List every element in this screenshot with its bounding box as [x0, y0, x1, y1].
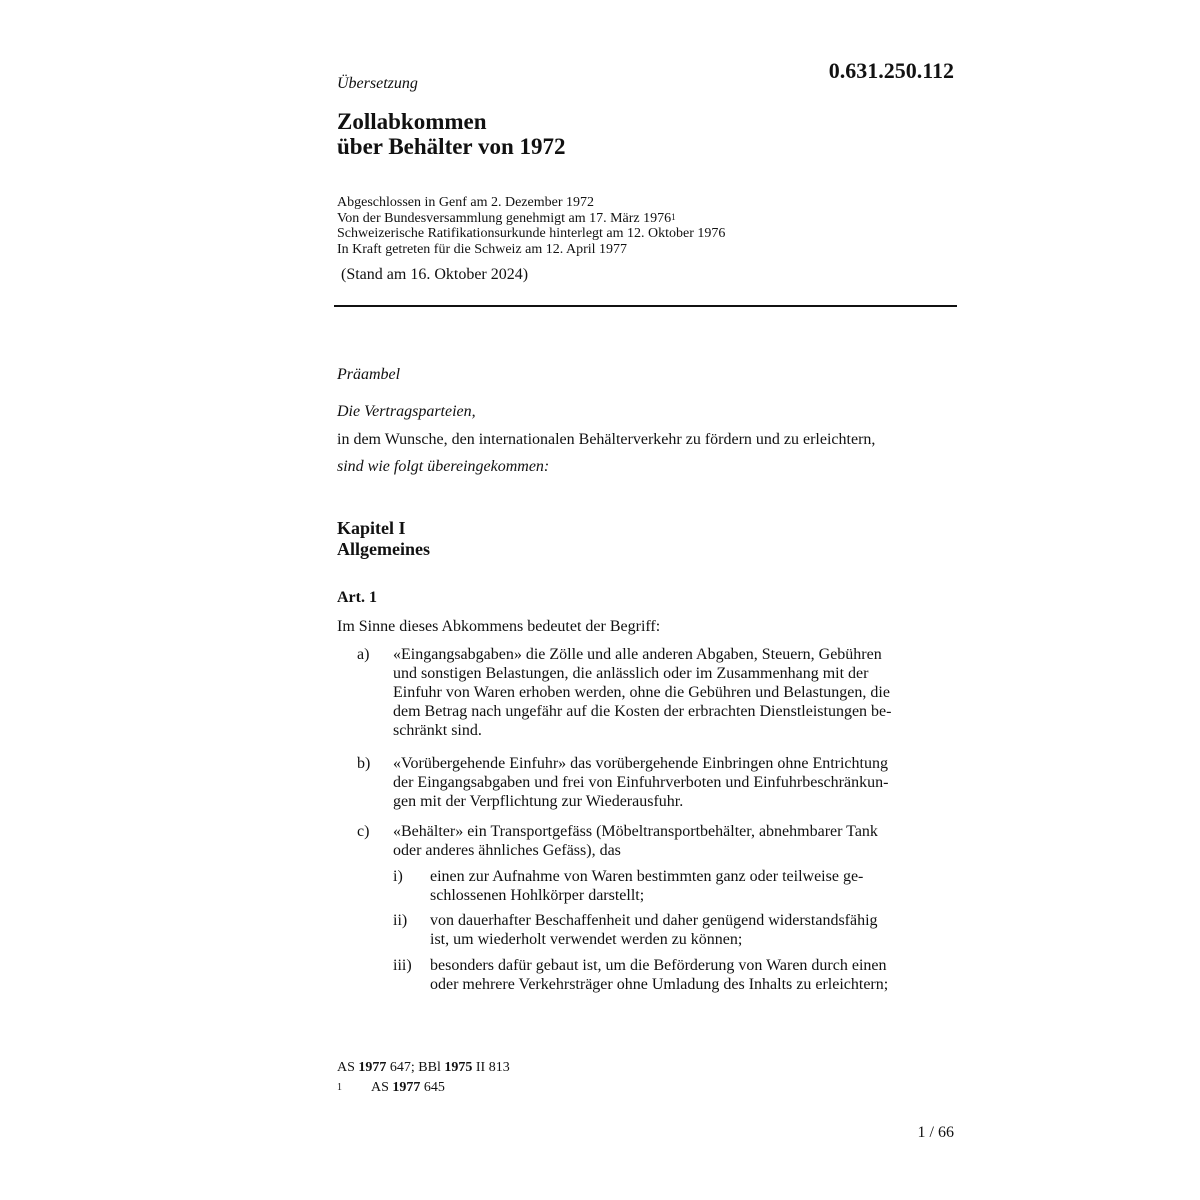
footnote-ref[interactable]: 1	[671, 211, 676, 222]
definition-item-c	[357, 822, 954, 860]
subitem-iii	[393, 956, 954, 994]
preamble-heading: Präambel	[337, 366, 401, 383]
subitem-label: iii)	[393, 957, 412, 974]
text-line: und sonstigen Belastungen, die anlässlich oder im Zusammenhang mit der	[393, 665, 869, 682]
footnote-mark: 1	[337, 1082, 342, 1093]
subitem-text	[430, 911, 954, 949]
document-title	[337, 109, 566, 159]
page-number: 1 / 66	[917, 1124, 954, 1141]
chapter-heading	[337, 518, 430, 560]
ratification-date: Schweizerische Ratifikationsurkunde hinterlegt am 12. Oktober 1976	[337, 226, 726, 241]
item-text	[393, 822, 954, 860]
subitem-text	[430, 956, 954, 994]
status-date: (Stand am 16. Oktober 2024)	[341, 266, 529, 283]
title-line-2: über Behälter von 1972	[337, 134, 566, 159]
text-line: oder anderes ähnliches Gefäss), das	[393, 842, 621, 859]
text-line: besonders dafür gebaut ist, um die Beförderung von Waren durch einen	[430, 957, 887, 974]
chapter-title: Allgemeines	[337, 539, 430, 559]
footnotes	[337, 1058, 510, 1098]
preamble-agreed: sind wie folgt übereingekommen:	[337, 458, 550, 475]
definition-item-b	[357, 754, 954, 811]
preamble-parties: Die Vertragsparteien,	[337, 403, 476, 420]
text-line: schlossenen Hohlkörper darstellt;	[430, 887, 645, 904]
text-line: von dauerhafter Beschaffenheit und daher genügend widerstandsfähig	[430, 912, 878, 929]
article-intro: Im Sinne dieses Abkommens bedeutet der Begriff:	[337, 618, 661, 635]
chapter-number: Kapitel I	[337, 518, 406, 538]
sr-number: 0.631.250.112	[828, 58, 954, 83]
text-line: ist, um wiederholt verwendet werden zu können;	[430, 931, 743, 948]
concluded-date: Abgeschlossen in Genf am 2. Dezember 1972	[337, 195, 594, 210]
text-line: gen mit der Verpflichtung zur Wiederausfuhr.	[393, 793, 684, 810]
in-force-date: In Kraft getreten für die Schweiz am 12. April 1977	[337, 241, 628, 257]
item-label: a)	[357, 646, 370, 663]
document-metadata	[337, 195, 725, 257]
text-line: «Eingangsabgaben» die Zölle und alle anderen Abgaben, Steuern, Gebühren	[393, 646, 882, 663]
text-line: «Vorübergehende Einfuhr» das vorübergehende Einbringen ohne Entrichtung	[393, 755, 888, 772]
subitem-label: ii)	[393, 912, 408, 929]
text-line: schränkt sind.	[393, 722, 482, 739]
text-line: oder mehrere Verkehrsträger ohne Umladung des Inhalts zu erleichtern;	[430, 976, 889, 993]
text-line: einen zur Aufnahme von Waren bestimmten ganz oder teilweise ge-	[430, 868, 864, 885]
item-label: c)	[357, 823, 370, 840]
footnote-1: 1 AS 1977 645	[337, 1078, 510, 1098]
subitem-label: i)	[393, 868, 403, 885]
approval-date: Von der Bundesversammlung genehmigt am 17. März 1976$^1$	[337, 210, 676, 226]
translation-label: Übersetzung	[337, 75, 418, 92]
title-line-1: Zollabkommen	[337, 109, 487, 134]
article-heading: Art. 1	[337, 589, 377, 606]
text-line: Einfuhr von Waren erhoben werden, ohne die Gebühren und Belastungen, die	[393, 684, 890, 701]
preamble-wish: in dem Wunsche, den internationalen Behälterverkehr zu fördern und zu erleichtern,	[337, 431, 876, 448]
source-reference: AS 1977 647; BBl 1975 II 813	[337, 1060, 510, 1075]
item-text	[393, 645, 954, 740]
subitem-ii	[393, 911, 954, 949]
item-text	[393, 754, 954, 811]
header-divider	[334, 305, 957, 307]
text-line: dem Betrag nach ungefähr auf die Kosten der erbrachten Dienstleistungen be-	[393, 703, 892, 720]
subitem-i	[393, 867, 954, 905]
text-line: «Behälter» ein Transportgefäss (Möbeltransportbehälter, abnehmbarer Tank	[393, 823, 878, 840]
item-label: b)	[357, 755, 371, 772]
text-line: der Eingangsabgaben und frei von Einfuhrverboten und Einfuhrbeschränkun-	[393, 774, 889, 791]
definition-item-a	[357, 645, 954, 740]
subitem-text	[430, 867, 954, 905]
